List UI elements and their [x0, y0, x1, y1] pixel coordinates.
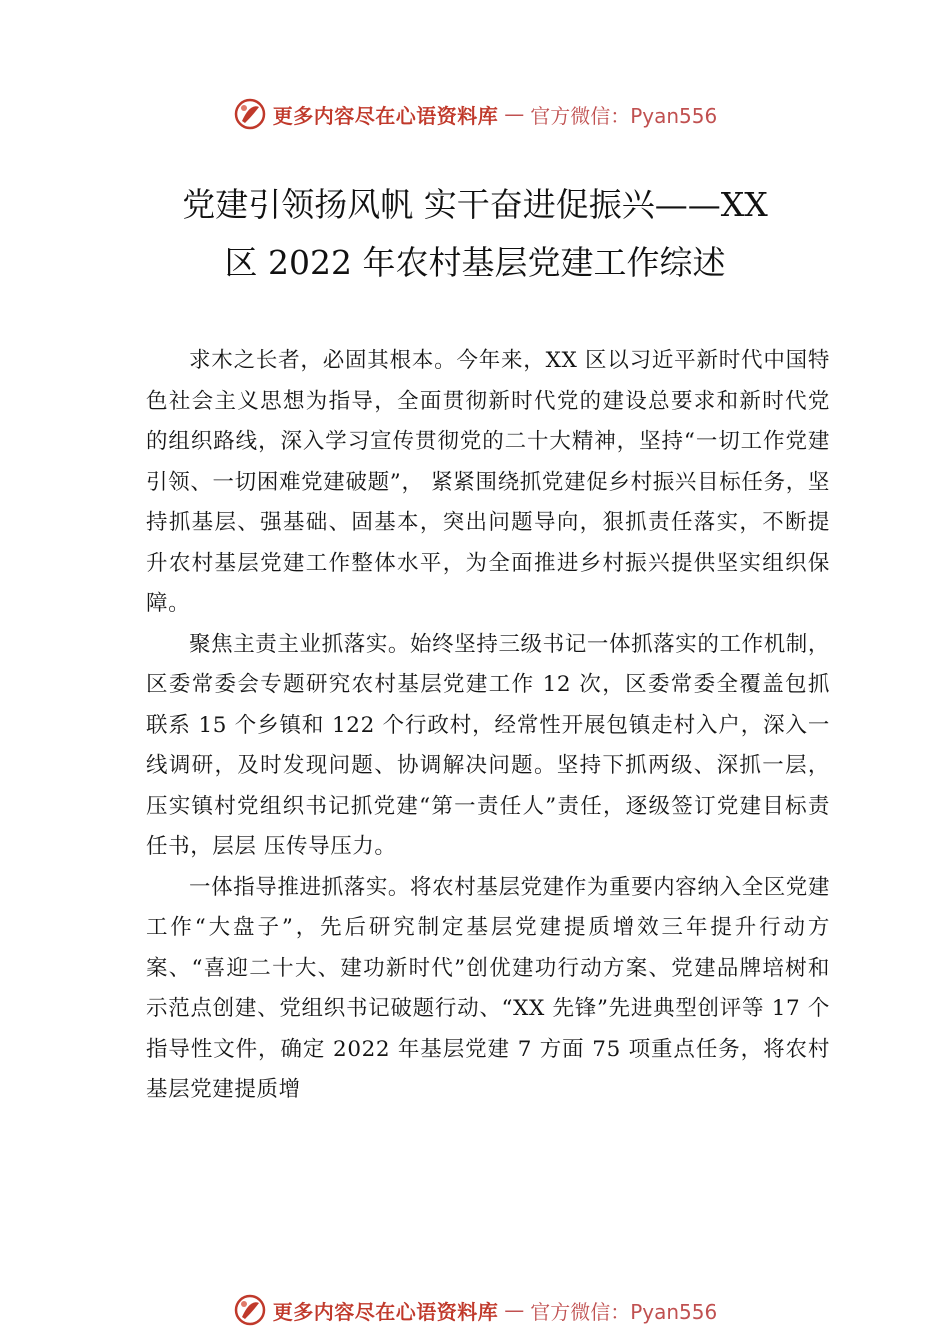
title-line-1: 党建引领扬风帆 实干奋进促振兴——XX	[182, 185, 768, 224]
banner-content	[233, 97, 718, 131]
banner-brand: 更多内容尽在心语资料库	[272, 103, 499, 128]
document-body	[146, 341, 830, 1111]
document-title	[120, 176, 830, 292]
footer-banner	[0, 1290, 950, 1330]
seal-logo-icon	[233, 1293, 267, 1327]
banner-wechat: 官方微信：Pyan556	[530, 1299, 718, 1324]
title-line-2: 区 2022 年农村基层党建工作综述	[224, 243, 726, 282]
banner-separator: —	[504, 1298, 525, 1322]
header-banner	[0, 94, 950, 134]
paragraph-3: 一体指导推进抓落实。将农村基层党建作为重要内容纳入全区党建工作“大盘子”，先后研究制定基层党建提质增效三年提升行动方案、“喜迎二十大、建功新时代”创优建功行动方案、党建品牌培树和示范点创建、党组织书记破题行动、“XX 先锋”先进典型创评等 17 个指导性文件，确定 2022 年基层党建 7 方面 75 项重点任务，将农村基层党建提质增	[146, 874, 830, 1102]
banner-wechat: 官方微信：Pyan556	[530, 103, 718, 128]
paragraph-1: 求木之长者，必固其根本。今年来，XX 区以习近平新时代中国特色社会主义思想为指导，全面贯彻新时代党的建设总要求和新时代党的组织路线，深入学习宣传贯彻党的二十大精神，坚持“一切工作党建引领、一切困难党建破题”， 紧紧围绕抓党建促乡村振兴目标任务，坚持抓基层、强基础、固基本，突出问题导向，狠抓责任落实，不断提升农村基层党建工作整体水平，为全面推进乡村振兴提供坚实组织保障。	[146, 348, 830, 616]
banner-separator: —	[504, 102, 525, 126]
banner-content	[233, 1293, 718, 1327]
banner-brand: 更多内容尽在心语资料库	[272, 1299, 499, 1324]
paragraph-2: 聚焦主责主业抓落实。始终坚持三级书记一体抓落实的工作机制，区委常委会专题研究农村基层党建工作 12 次，区委常委全覆盖包抓联系 15 个乡镇和 122 个行政村，经常性开展包镇走村入户，深入一线调研，及时发现问题、协调解决问题。坚持下抓两级、深抓一层，压实镇村党组织书记抓党建“第一责任人”责任，逐级签订党建目标责任书，层层 压传导压力。	[146, 631, 830, 859]
seal-logo-icon	[233, 97, 267, 131]
